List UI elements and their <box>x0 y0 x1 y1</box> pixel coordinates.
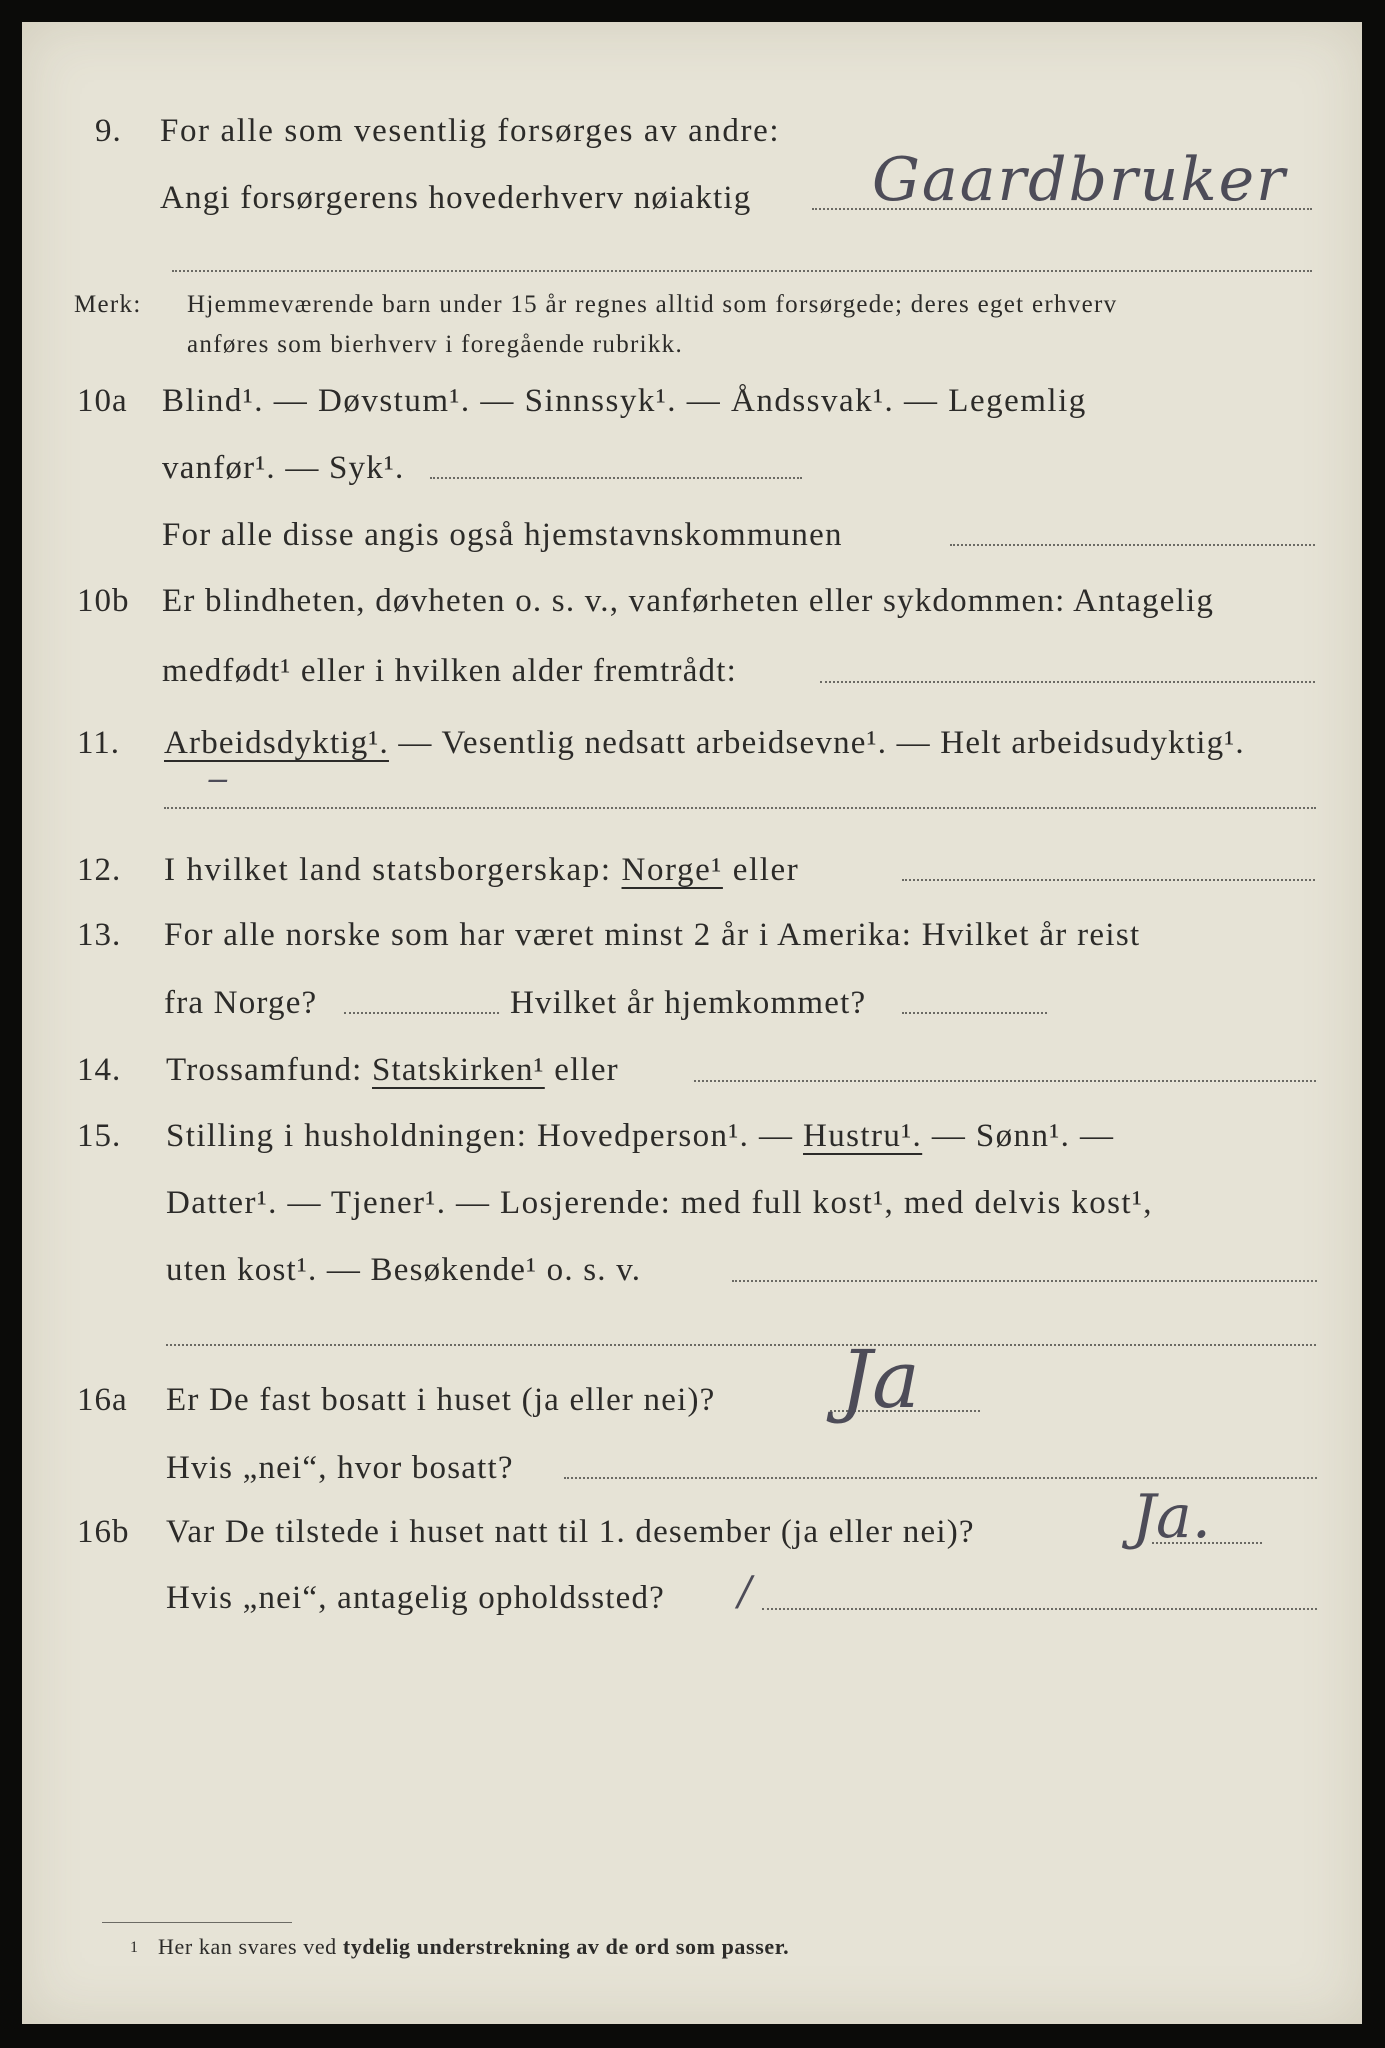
q11-underlined-choice: Arbeidsdyktig¹. <box>164 725 389 761</box>
q13-hjemkommet-line <box>902 1012 1047 1014</box>
q14-answer-line <box>694 1080 1316 1082</box>
q11-text-rest: — Vesentlig nedsatt arbeidsevne¹. — Helt arbeidsudyktig¹. <box>388 725 1245 761</box>
q15-number: 15. <box>77 1118 122 1154</box>
q16b-text-line2: Hvis „nei“, antagelig opholdssted? <box>166 1580 666 1616</box>
q10a-text-line2: vanfør¹. — Syk¹. <box>162 450 405 486</box>
q9-text-line2: Angi forsørgerens hovederhverv nøiaktig <box>160 180 752 216</box>
q15-line1-after: — Sønn¹. — <box>922 1118 1115 1154</box>
q11-extra-line <box>164 807 1316 809</box>
q12-number: 12. <box>77 852 122 888</box>
merk-text-line2: anføres som bierhverv i foregående rubrikk. <box>187 331 684 358</box>
q14-text <box>166 1054 619 1087</box>
q16a-number: 16a <box>77 1382 128 1418</box>
q16a-text-line2: Hvis „nei“, hvor bosatt? <box>166 1450 514 1486</box>
q10b-text-line1: Er blindheten, døvheten o. s. v., vanførheten eller sykdommen: Antagelig <box>162 583 1215 619</box>
merk-text-line1: Hjemmeværende barn under 15 år regnes alltid som forsørgede; deres eget erhverv <box>187 291 1118 318</box>
q11-handwritten-dash: ‒ <box>207 759 229 799</box>
q14-number: 14. <box>77 1052 122 1088</box>
q9-number: 9. <box>95 113 122 149</box>
q15-text-line1 <box>166 1120 1114 1153</box>
q10a-hjemstavn-line <box>950 544 1315 546</box>
q10b-answer-line <box>820 681 1315 683</box>
q15-answer-line <box>732 1280 1317 1282</box>
q15-text-line3: uten kost¹. — Besøkende¹ o. s. v. <box>166 1252 642 1288</box>
q13-number: 13. <box>77 917 122 953</box>
q15-line1-before: Stilling i husholdningen: Hovedperson¹. — <box>166 1118 804 1154</box>
q9-handwritten-answer: Gaardbruker <box>872 145 1287 215</box>
q16b-handwritten-answer: Ja. <box>1132 1482 1211 1552</box>
q16b-text-line1: Var De tilstede i huset natt til 1. desember (ja eller nei)? <box>166 1514 975 1550</box>
q12-text-after: eller <box>722 852 800 888</box>
footnote-text <box>158 1934 789 1960</box>
q10a-number: 10a <box>77 383 128 419</box>
q11-text <box>164 727 1245 760</box>
q13-text-line2a: fra Norge? <box>164 985 318 1021</box>
q15-underlined-choice: Hustru¹. <box>803 1118 923 1154</box>
footnote-marker: 1 <box>130 1939 139 1956</box>
q10a-answer-line <box>430 477 802 479</box>
q12-underlined-choice: Norge¹ <box>621 852 723 888</box>
q13-reist-line <box>344 1012 499 1014</box>
footnote-text-bold: tydelig understrekning av de ord som passer. <box>342 1934 790 1959</box>
q9-extra-line <box>172 270 1312 272</box>
q14-underlined-choice: Statskirken¹ <box>372 1052 545 1088</box>
q16b-number: 16b <box>77 1514 130 1550</box>
q15-text-line2: Datter¹. — Tjener¹. — Losjerende: med full kost¹, med delvis kost¹, <box>166 1185 1153 1221</box>
footnote-separator <box>102 1922 292 1923</box>
q16a-text-line1: Er De fast bosatt i huset (ja eller nei)? <box>166 1382 716 1418</box>
q13-text-line2b: Hvilket år hjemkommet? <box>510 985 867 1021</box>
census-form-page <box>22 22 1362 2024</box>
q15-extra-line <box>166 1344 1316 1346</box>
q9-text-line1: For alle som vesentlig forsørges av andre: <box>160 113 781 149</box>
q16a-handwritten-answer: Ja <box>840 1333 920 1426</box>
merk-label: Merk: <box>74 291 142 318</box>
q10a-text-line1: Blind¹. — Døvstum¹. — Sinnssyk¹. — Åndssvak¹. — Legemlig <box>162 383 1087 419</box>
footnote-text-plain: Her kan svares ved <box>158 1934 343 1959</box>
q12-text <box>164 854 799 887</box>
q13-text-line1: For alle norske som har været minst 2 år i Amerika: Hvilket år reist <box>164 917 1141 953</box>
q12-answer-line <box>902 879 1315 881</box>
q16b-handwritten-mark: / <box>738 1569 752 1615</box>
q16b-opholdssted-line <box>762 1608 1317 1610</box>
q12-text-before: I hvilket land statsborgerskap: <box>164 852 622 888</box>
q11-number: 11. <box>77 725 121 761</box>
q10b-number: 10b <box>77 583 130 619</box>
q14-text-after: eller <box>544 1052 619 1088</box>
q14-text-before: Trossamfund: <box>166 1052 372 1088</box>
q10a-text-line3: For alle disse angis også hjemstavnskommunen <box>162 517 843 553</box>
q10b-text-line2: medfødt¹ eller i hvilken alder fremtrådt: <box>162 653 737 689</box>
q16a-bosatt-line <box>564 1477 1317 1479</box>
